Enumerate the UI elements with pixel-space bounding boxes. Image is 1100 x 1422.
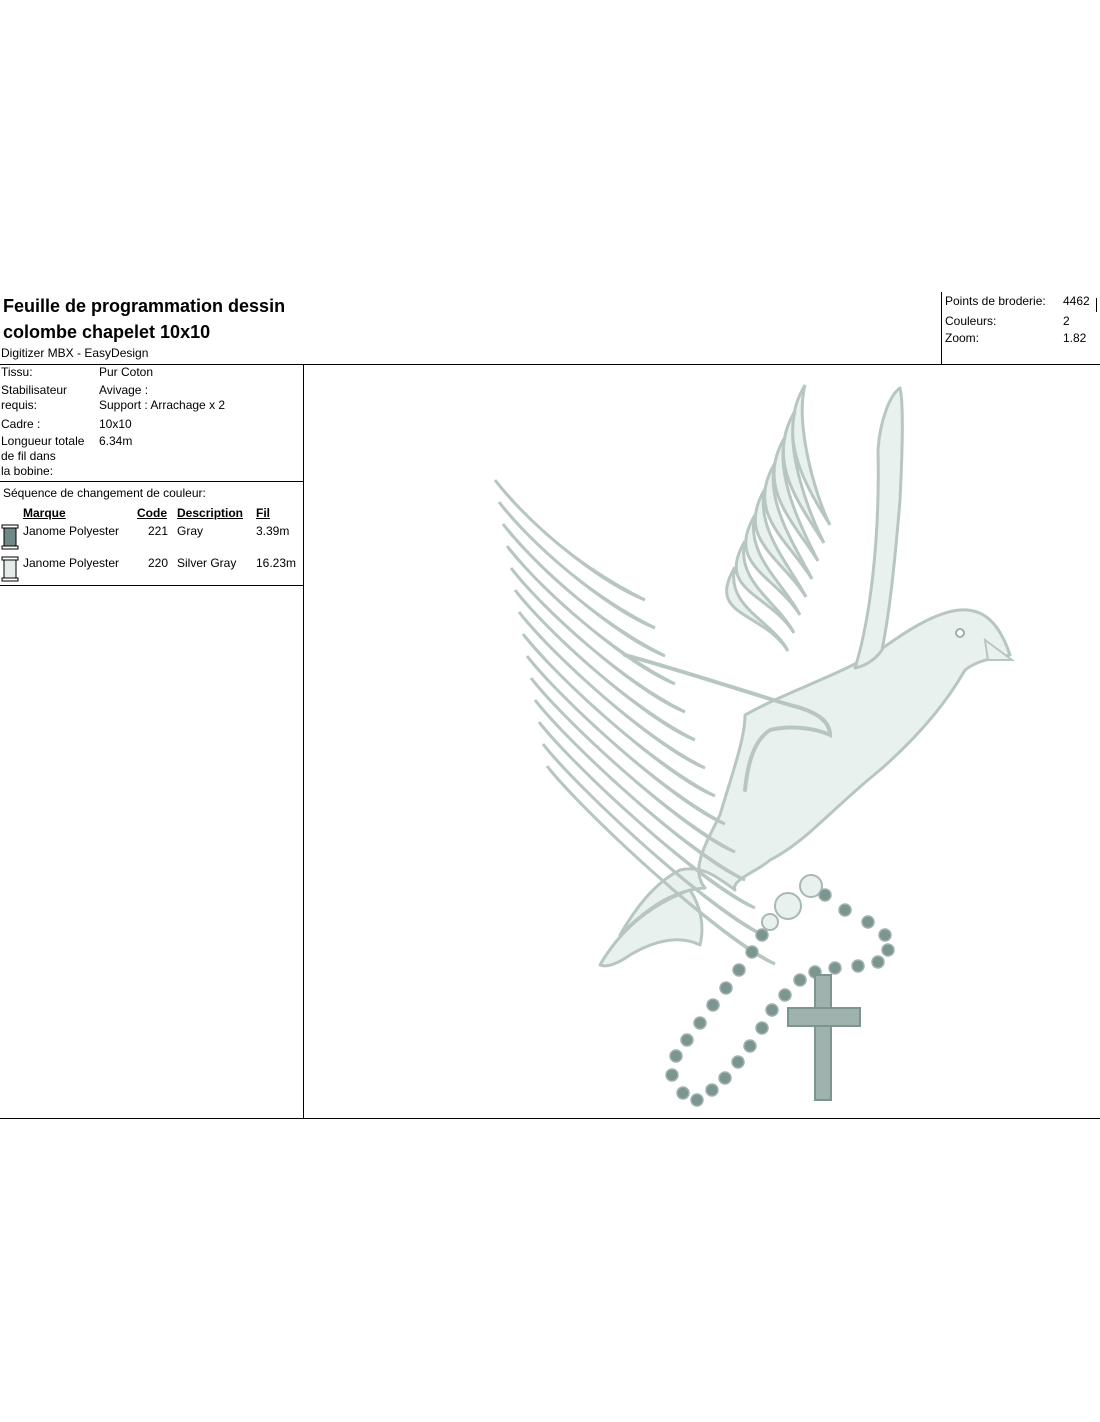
rosary-bead — [819, 889, 831, 901]
zoom-label: Zoom: — [945, 331, 980, 345]
stats-divider — [941, 292, 942, 364]
frame-label: Cadre : — [1, 417, 41, 431]
rosary-bead — [756, 1022, 768, 1034]
color-sequence-title: Séquence de changement de couleur: — [3, 486, 206, 500]
rosary-bead — [839, 904, 851, 916]
rosary-bead — [666, 1069, 678, 1081]
rosary-bead — [829, 962, 841, 974]
color-count-label: Couleurs: — [945, 314, 997, 328]
dove-right-wing — [855, 388, 902, 668]
thread-length-label-3: la bobine: — [1, 464, 54, 478]
row-brand: Janome Polyester — [23, 524, 120, 538]
stabilizer-label-2: requis: — [1, 398, 38, 412]
feather — [527, 656, 725, 824]
rosary-bead — [732, 1056, 744, 1068]
rosary-bead — [744, 1040, 756, 1052]
feather — [503, 524, 665, 656]
left-panel-divider — [303, 364, 304, 1119]
zoom-value: 1.82 — [1063, 331, 1087, 345]
stitch-count-label: Points de broderie: — [945, 294, 1046, 308]
sheet-title-line1: Feuille de programmation dessin — [3, 296, 286, 316]
rosary-bead — [706, 1084, 718, 1096]
row-brand: Janome Polyester — [23, 556, 120, 570]
rosary-bead — [746, 946, 758, 958]
rosary-bead — [707, 999, 719, 1011]
dove-left-wing-feathers — [495, 480, 775, 964]
rosary-bead — [766, 1004, 778, 1016]
thread-length-label-2: de fil dans — [1, 449, 56, 463]
rosary-bead — [872, 956, 884, 968]
stats-edge-tick — [1096, 298, 1097, 312]
rosary-bead — [694, 1017, 706, 1029]
color-count-value: 2 — [1063, 314, 1070, 328]
rosary-bead — [882, 944, 894, 956]
rosary-bead — [862, 916, 874, 928]
row-code: 221 — [148, 524, 169, 538]
thread-length-value: 6.34m — [99, 434, 133, 448]
embroidery-design-preview — [305, 365, 1100, 1118]
sequence-divider — [0, 585, 304, 586]
rosary-bead — [677, 1087, 689, 1099]
sheet-title-line2: colombe chapelet 10x10 — [3, 322, 211, 342]
dove-eye — [956, 629, 964, 637]
feather — [519, 612, 705, 768]
dove-right-wing-feathers — [727, 385, 830, 651]
stitch-count-value: 4462 — [1063, 294, 1090, 308]
feather — [736, 541, 794, 633]
rosary-bead — [681, 1034, 693, 1046]
column-header-code: Code — [137, 506, 167, 520]
thread-spool-icon — [1, 524, 19, 552]
rosary-flowers — [762, 875, 822, 930]
thread-spool-icon — [1, 556, 19, 584]
feather — [727, 567, 788, 651]
stabilizer-value-1: Avivage : — [99, 383, 149, 397]
column-header-description: Description — [177, 506, 244, 520]
rosary-bead — [879, 929, 891, 941]
thread-length-label-1: Longueur totale — [1, 434, 85, 448]
rosary-bead — [720, 982, 732, 994]
frame-row — [0, 417, 300, 433]
footer-divider — [0, 1118, 1100, 1119]
column-header-thread: Fil — [256, 506, 270, 520]
stabilizer-value-2: Support : Arrachage x 2 — [99, 398, 226, 412]
software-name: Digitizer MBX - EasyDesign — [1, 346, 149, 360]
row-description: Gray — [177, 524, 204, 538]
fabric-label: Tissu: — [1, 365, 33, 379]
rosary-bead — [779, 989, 791, 1001]
rosary-bead — [691, 1094, 703, 1106]
stabilizer-label-1: Stabilisateur — [1, 383, 68, 397]
rosary-bead — [794, 974, 806, 986]
row-thread: 16.23m — [256, 556, 297, 570]
rosary-bead — [852, 960, 864, 972]
frame-value: 10x10 — [99, 417, 132, 431]
thread-length-row — [0, 434, 300, 480]
rosary-bead — [756, 929, 768, 941]
fabric-row — [0, 365, 300, 381]
programming-sheet — [0, 292, 1100, 1120]
column-header-brand: Marque — [23, 506, 66, 520]
fabric-value: Pur Coton — [99, 365, 154, 379]
rosary-bead — [719, 1072, 731, 1084]
feather — [746, 515, 800, 615]
row-code: 220 — [148, 556, 169, 570]
rosary-bead — [670, 1050, 682, 1062]
info-divider — [0, 481, 304, 482]
row-description: Silver Gray — [177, 556, 237, 570]
rosary-cross — [788, 975, 860, 1100]
stabilizer-row — [0, 383, 300, 415]
row-thread: 3.39m — [256, 524, 290, 538]
rosary-bead — [733, 964, 745, 976]
